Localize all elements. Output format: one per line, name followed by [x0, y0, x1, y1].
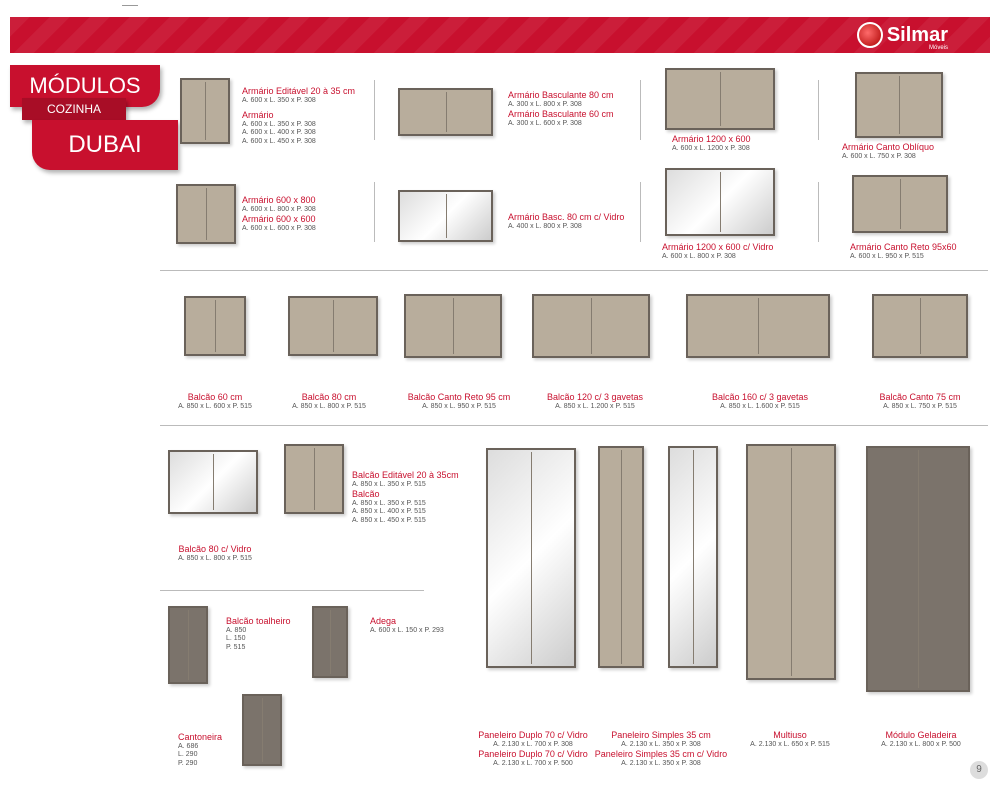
item-label: Armário 600 x 800 A. 600 x L. 800 x P. 308 Armário 600 x 600 A. 600 x L. 600 x P. 308 [242, 195, 316, 232]
title-tag: MÓDULOS [10, 65, 160, 107]
item-label: Balcão toalheiro A. 850 L. 150 P. 515 [226, 616, 291, 651]
item-label: Balcão 160 c/ 3 gavetas A. 850 x L. 1.600 x P. 515 [711, 392, 809, 410]
cabinet-image [486, 448, 576, 668]
item-label: Balcão 80 cm A. 850 x L. 800 x P. 515 [292, 392, 366, 410]
cabinet-image [852, 175, 948, 233]
cabinet-image [180, 78, 230, 144]
item-label: Armário Editável 20 à 35 cm A. 600 x L. 350 x P. 308 [242, 86, 356, 104]
item-label: Armário Basc. 80 cm c/ Vidro A. 400 x L. 800 x P. 308 [508, 212, 625, 230]
cabinet-image [184, 296, 246, 356]
item-label: Balcão 80 c/ Vidro A. 850 x L. 800 x P. 515 [178, 544, 252, 562]
subtitle-tag: COZINHA [22, 98, 126, 120]
item-label: Paneleiro Duplo 70 c/ Vidro A. 2.130 x L. 700 x P. 308 Paneleiro Duplo 70 c/ Vidro A. 2.130 x L. 700 x P. 500 [478, 730, 588, 767]
item-label: Balcão 120 c/ 3 gavetas A. 850 x L. 1.200 x P. 515 [546, 392, 644, 410]
cabinet-image [398, 190, 493, 242]
top-rule [122, 5, 138, 6]
divider [160, 270, 988, 271]
divider [160, 590, 424, 591]
cabinet-image [288, 296, 378, 356]
brand-sub: Móveis [928, 45, 948, 51]
logo-icon [857, 22, 883, 48]
item-label: Balcão Editável 20 à 35cm A. 850 x L. 350 x P. 515 Balcão A. 850 x L. 350 x P. 515 A. 850 x L. 400 x P. 515 A. 850 x L. 450 x P. 515 [352, 470, 459, 524]
cabinet-image [312, 606, 348, 678]
item-label: Balcão 60 cm A. 850 x L. 600 x P. 515 [178, 392, 252, 410]
cabinet-image [668, 446, 718, 668]
item-label: Multiuso A. 2.130 x L. 650 x P. 515 [750, 730, 830, 748]
item-label: Armário 1200 x 600 c/ Vidro A. 600 x L. 800 x P. 308 [662, 242, 774, 260]
item-label: Armário Canto Reto 95x60 A. 600 x L. 950 x P. 515 [850, 242, 957, 260]
divider [374, 80, 375, 140]
divider [818, 182, 819, 242]
cabinet-image [404, 294, 502, 358]
divider [160, 425, 988, 426]
item-label: Balcão Canto 75 cm A. 850 x L. 750 x P. 515 [879, 392, 961, 410]
brand-name: Silmar [886, 23, 948, 46]
item-label: Armário Canto Oblíquo A. 600 x L. 750 x P. 308 [842, 142, 935, 160]
cabinet-image [532, 294, 650, 358]
item-label: Paneleiro Simples 35 cm A. 2.130 x L. 350 x P. 308 Paneleiro Simples 35 cm c/ Vidro A. 2.130 x L. 350 x P. 308 [594, 730, 728, 767]
divider [640, 80, 641, 140]
item-label: Adega A. 600 x L. 150 x P. 293 [370, 616, 444, 634]
cabinet-image [665, 68, 775, 130]
page-number: 9 [970, 761, 988, 779]
item-label: Módulo Geladeira A. 2.130 x L. 800 x P. 500 [881, 730, 961, 748]
cabinet-image [855, 72, 943, 138]
cabinet-image [284, 444, 344, 514]
divider [818, 80, 819, 140]
item-label: Armário Basculante 80 cm A. 300 x L. 800 x P. 308 Armário Basculante 60 cm A. 300 x L. 600 x P. 308 [508, 90, 614, 127]
cabinet-image [665, 168, 775, 236]
brand-logo [857, 22, 948, 51]
item-label: Armário 1200 x 600 A. 600 x L. 1200 x P. 308 [672, 134, 751, 152]
cabinet-image [598, 446, 644, 668]
cabinet-image [872, 294, 968, 358]
cabinet-image [168, 606, 208, 684]
item-label: Armário A. 600 x L. 350 x P. 308 A. 600 x L. 400 x P. 308 A. 600 x L. 450 x P. 308 [242, 110, 316, 145]
cabinet-image [176, 184, 236, 244]
divider [374, 182, 375, 242]
line-tag: DUBAI [32, 120, 178, 170]
cabinet-image [398, 88, 493, 136]
cabinet-image [866, 446, 970, 692]
item-label: Cantoneira A. 686 L. 290 P. 290 [178, 732, 223, 767]
cabinet-image [686, 294, 830, 358]
cabinet-image [168, 450, 258, 514]
divider [640, 182, 641, 242]
item-label: Balcão Canto Reto 95 cm A. 850 x L. 950 x P. 515 [407, 392, 511, 410]
cabinet-image [746, 444, 836, 680]
cabinet-image [242, 694, 282, 766]
header-banner [10, 17, 990, 53]
